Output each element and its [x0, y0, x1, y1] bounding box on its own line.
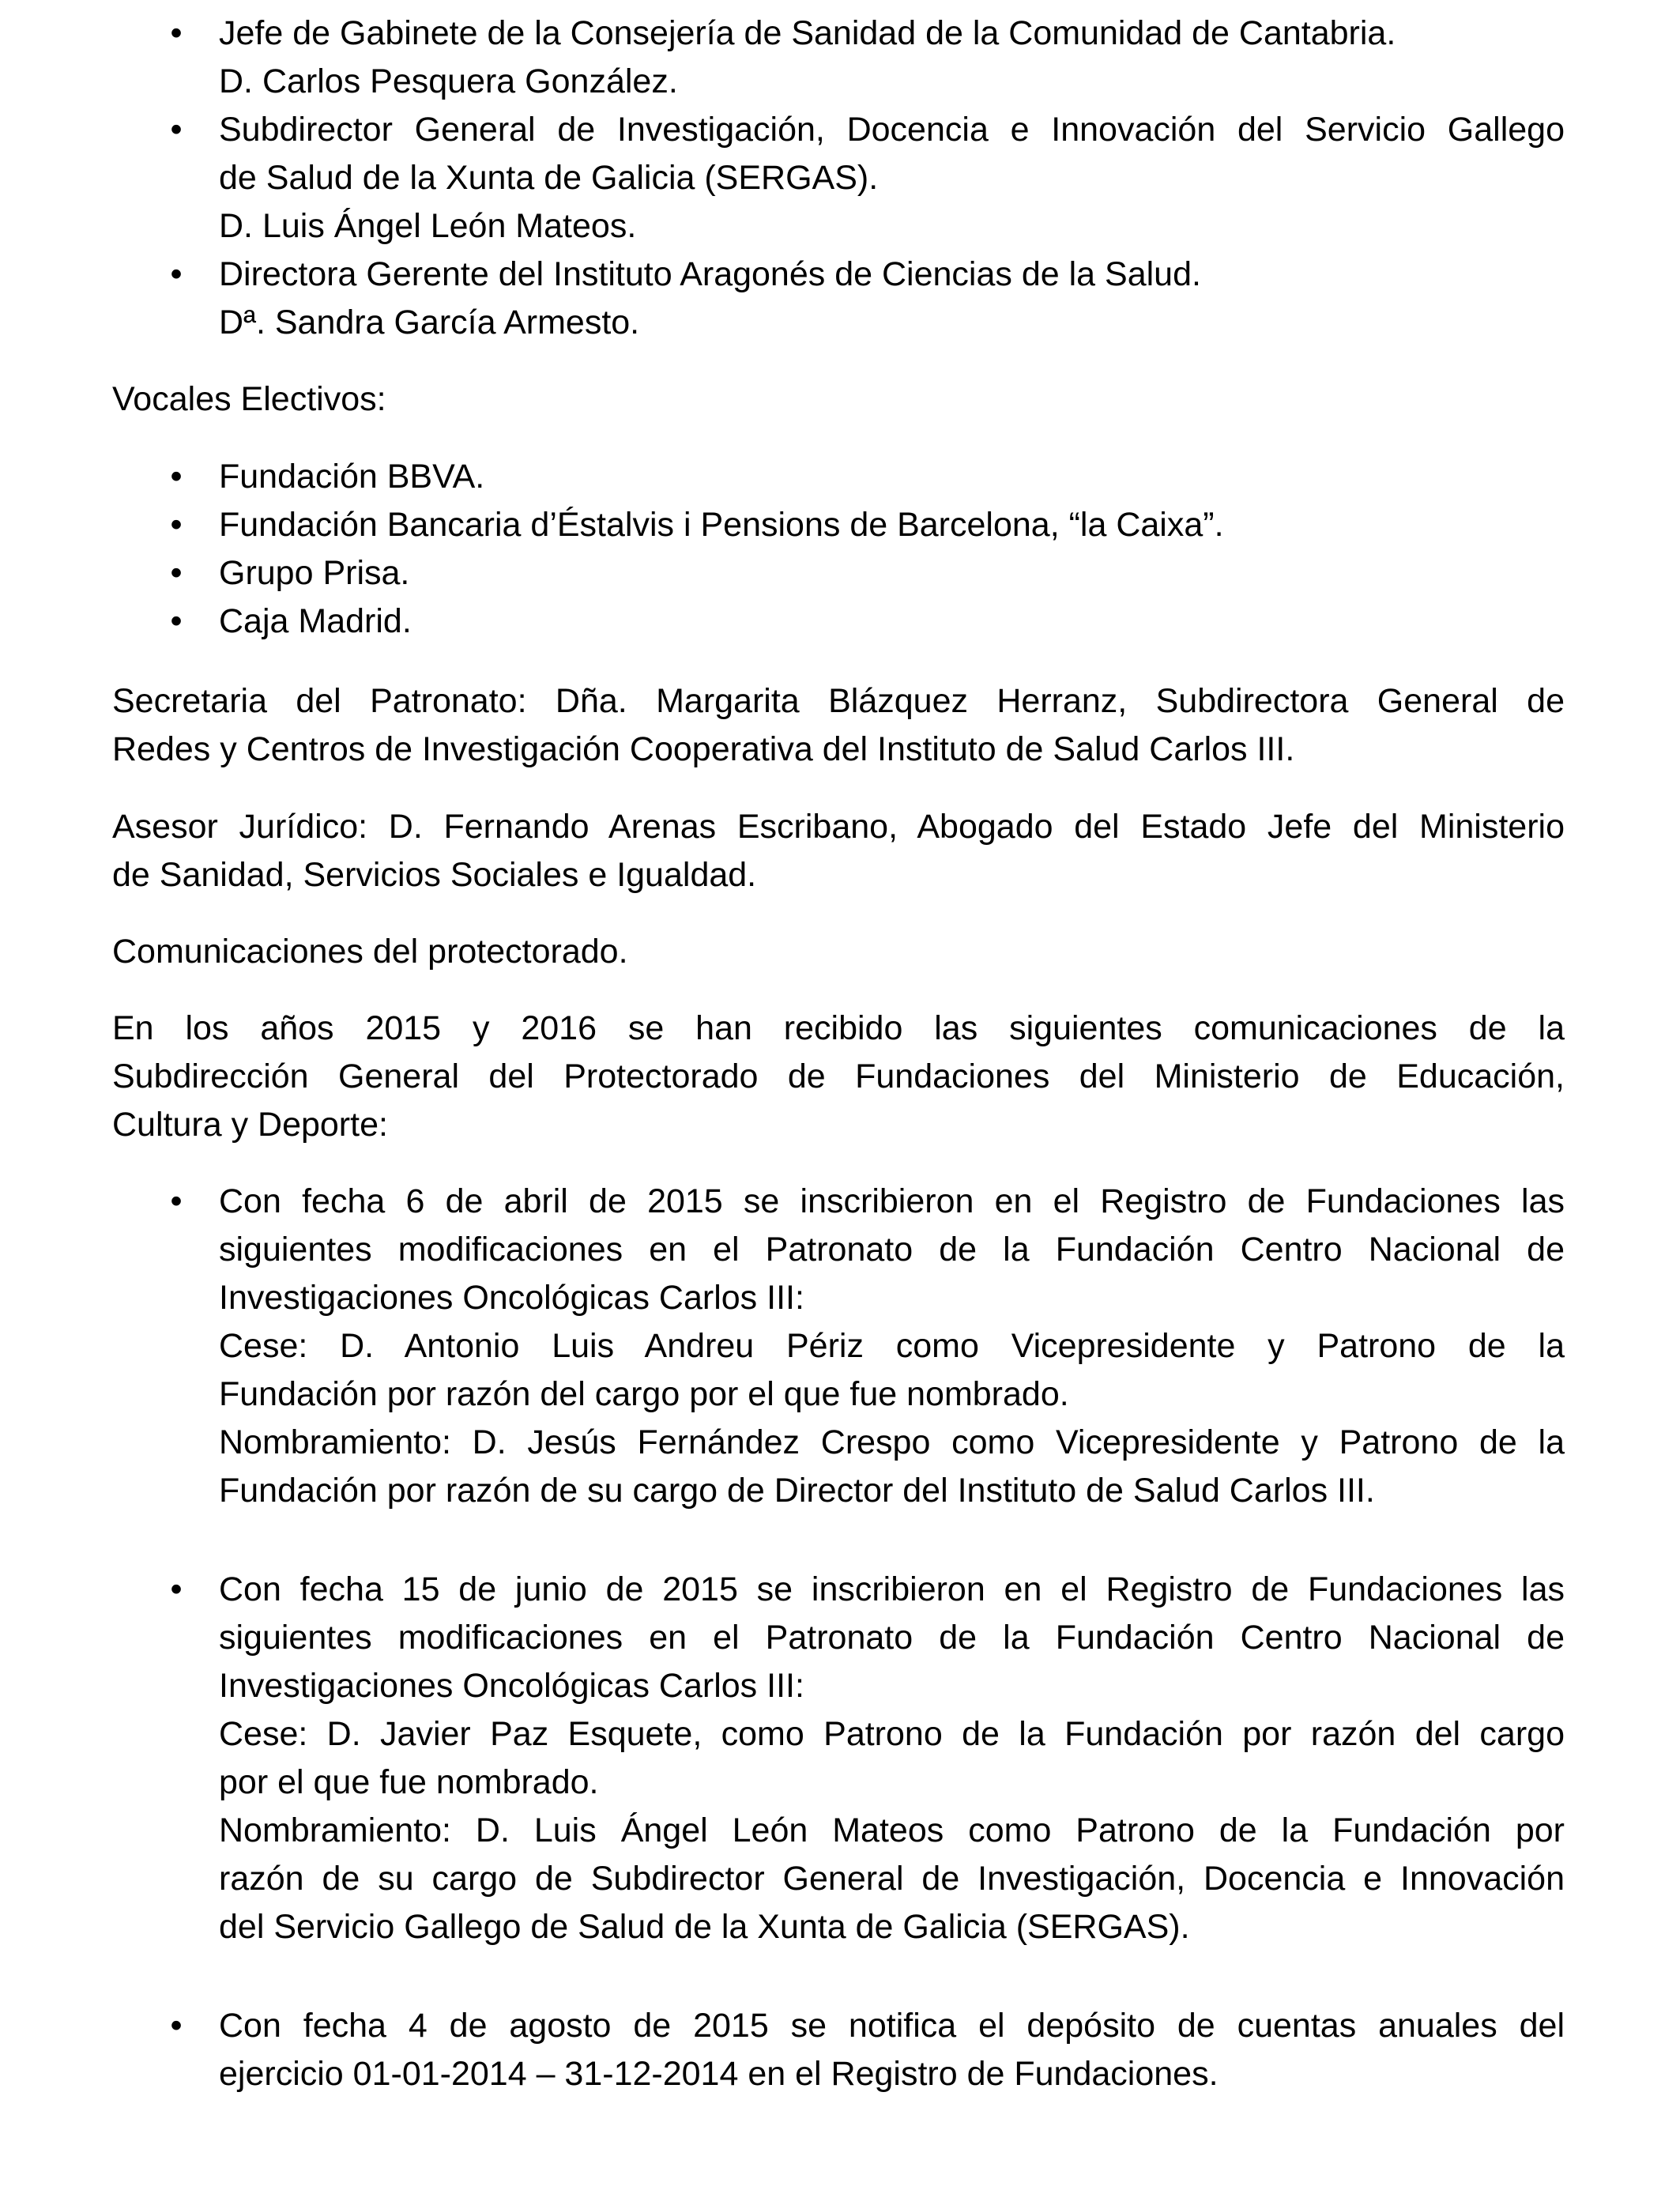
list-item-line: Subdirector General de Investigación, Docencia e Innovación del Servicio Gallego: [219, 111, 1565, 149]
communication-line: Investigaciones Oncológicas Carlos III:: [219, 1279, 804, 1317]
list-item-text: Fundación Bancaria d’Éstalvis i Pensions de Barcelona, “la Caixa”.: [219, 506, 1224, 544]
communication-item: [112, 1178, 1565, 1515]
communication-line: Cese: D. Javier Paz Esquete, como Patrono de la Fundación por razón del cargo: [219, 1715, 1565, 1753]
list-item-text: Grupo Prisa.: [219, 554, 410, 592]
paragraph-line: Subdirección General del Protectorado de Fundaciones del Ministerio de Educación,: [112, 1057, 1565, 1095]
paragraph-line: Asesor Jurídico: D. Fernando Arenas Escribano, Abogado del Estado Jefe del Ministerio: [112, 808, 1565, 846]
list-item: [112, 106, 1565, 251]
communication-line: ejercicio 01-01-2014 – 31-12-2014 en el Registro de Fundaciones.: [219, 2055, 1219, 2093]
comunicaciones-heading: Comunicaciones del protectorado.: [112, 933, 628, 971]
communication-line: Nombramiento: D. Jesús Fernández Crespo como Vicepresidente y Patrono de la: [219, 1423, 1565, 1461]
list-item: [112, 9, 1565, 106]
bullet-icon: •: [170, 255, 183, 293]
bullet-icon: •: [170, 111, 183, 149]
communication-line: por el que fue nombrado.: [219, 1763, 599, 1801]
list-item-text: Caja Madrid.: [219, 602, 412, 640]
list-item-line: D. Luis Ángel León Mateos.: [219, 207, 637, 245]
document-body: [112, 9, 1565, 2098]
bullet-icon: •: [170, 602, 183, 640]
list-item: [112, 598, 1565, 646]
communication-line: siguientes modificaciones en el Patronato de la Fundación Centro Nacional de: [219, 1619, 1565, 1657]
communication-line: razón de su cargo de Subdirector General de Investigación, Docencia e Innovación: [219, 1860, 1565, 1898]
communication-line: siguientes modificaciones en el Patronato de la Fundación Centro Nacional de: [219, 1231, 1565, 1269]
communication-line: Fundación por razón del cargo por el que fue nombrado.: [219, 1375, 1069, 1413]
paragraph-line: En los años 2015 y 2016 se han recibido las siguientes comunicaciones de la: [112, 1009, 1565, 1047]
bullet-icon: •: [170, 2007, 183, 2045]
paragraph-line: Cultura y Deporte:: [112, 1106, 388, 1144]
communication-line: Cese: D. Antonio Luis Andreu Périz como Vicepresidente y Patrono de la: [219, 1327, 1565, 1365]
paragraph-line: de Sanidad, Servicios Sociales e Igualdad.: [112, 856, 757, 894]
bullet-icon: •: [170, 1570, 183, 1608]
patronato-list: [112, 9, 1565, 347]
paragraph-line: Secretaria del Patronato: Dña. Margarita Blázquez Herranz, Subdirectora General de: [112, 682, 1565, 720]
list-item: [112, 251, 1565, 347]
list-item-line: Dª. Sandra García Armesto.: [219, 303, 640, 341]
communication-line: Con fecha 4 de agosto de 2015 se notifica el depósito de cuentas anuales del: [219, 2007, 1565, 2045]
communication-line: Fundación por razón de su cargo de Director del Instituto de Salud Carlos III.: [219, 1472, 1375, 1510]
list-item-text: Fundación BBVA.: [219, 458, 485, 496]
vocales-heading: Vocales Electivos:: [112, 380, 386, 418]
bullet-icon: •: [170, 458, 183, 496]
communication-line: Nombramiento: D. Luis Ángel León Mateos como Patrono de la Fundación por: [219, 1811, 1565, 1849]
communication-line: del Servicio Gallego de Salud de la Xunta de Galicia (SERGAS).: [219, 1908, 1190, 1946]
list-item: [112, 501, 1565, 549]
paragraph-line: Redes y Centros de Investigación Cooperativa del Instituto de Salud Carlos III.: [112, 730, 1295, 768]
list-item-line: D. Carlos Pesquera González.: [219, 62, 678, 100]
bullet-icon: •: [170, 554, 183, 592]
bullet-icon: •: [170, 506, 183, 544]
bullet-icon: •: [170, 1182, 183, 1220]
communication-line: Con fecha 15 de junio de 2015 se inscribieron en el Registro de Fundaciones las: [219, 1570, 1565, 1608]
vocales-list: [112, 453, 1565, 646]
intro-paragraph: [112, 1005, 1565, 1149]
list-item-line: Jefe de Gabinete de la Consejería de Sanidad de la Comunidad de Cantabria.: [219, 14, 1396, 52]
list-item: [112, 549, 1565, 598]
list-item: [112, 453, 1565, 501]
communication-item: [112, 1566, 1565, 1951]
communications-list: [112, 1178, 1565, 2098]
asesor-paragraph: [112, 803, 1565, 899]
communication-line: Investigaciones Oncológicas Carlos III:: [219, 1667, 804, 1705]
communication-line: Con fecha 6 de abril de 2015 se inscribieron en el Registro de Fundaciones las: [219, 1182, 1565, 1220]
secretaria-paragraph: [112, 677, 1565, 774]
list-item-line: de Salud de la Xunta de Galicia (SERGAS).: [219, 159, 879, 197]
bullet-icon: •: [170, 14, 183, 52]
communication-item: [112, 2002, 1565, 2098]
list-item-line: Directora Gerente del Instituto Aragonés de Ciencias de la Salud.: [219, 255, 1201, 293]
